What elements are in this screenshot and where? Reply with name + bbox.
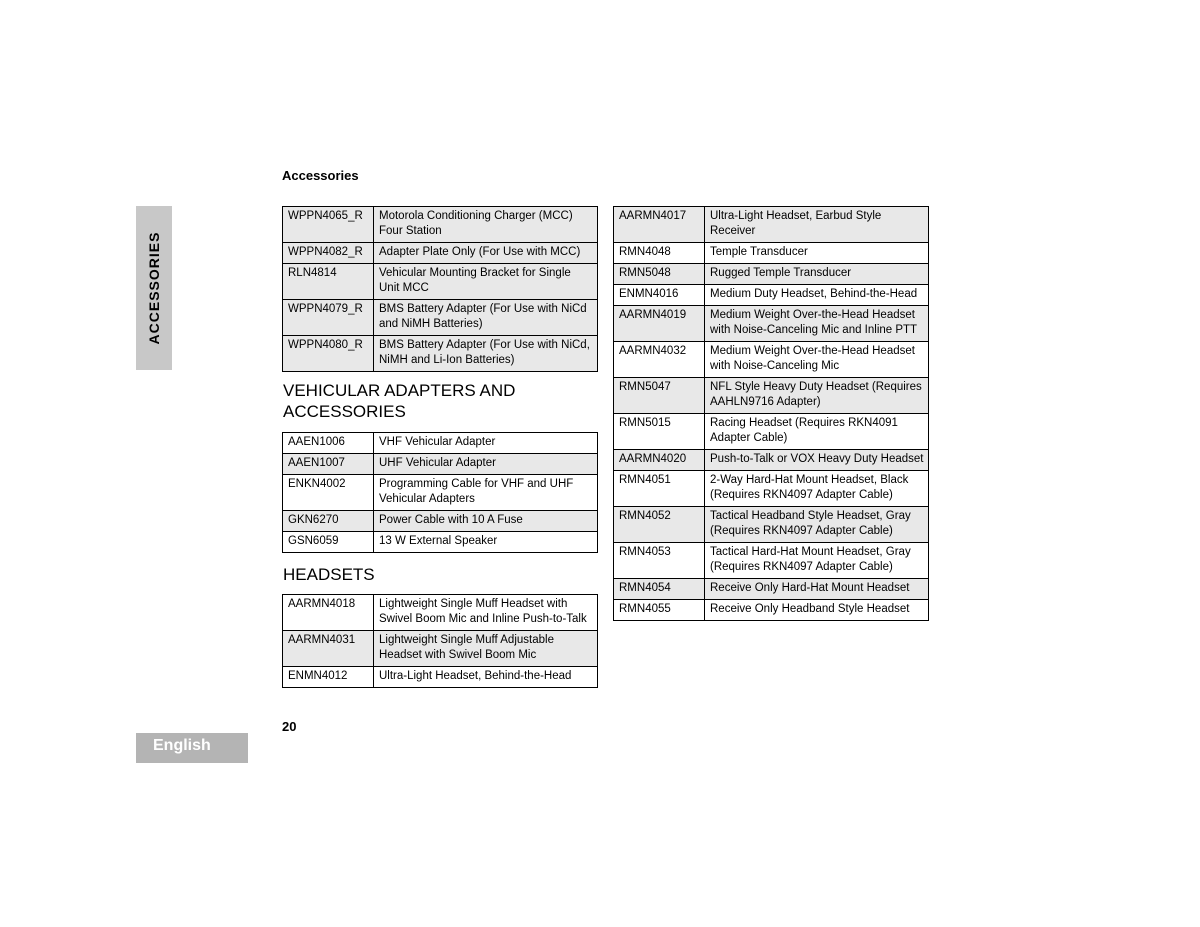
part-number: AARMN4032 bbox=[614, 342, 705, 378]
table-row bbox=[614, 600, 929, 621]
part-description: UHF Vehicular Adapter bbox=[374, 454, 598, 475]
table-row bbox=[614, 306, 929, 342]
vehicular-table bbox=[282, 432, 598, 553]
table-row bbox=[614, 285, 929, 306]
vehicular-heading-line2: ACCESSORIES bbox=[283, 402, 406, 421]
part-number: WPPN4079_R bbox=[283, 300, 374, 336]
table-row bbox=[614, 579, 929, 600]
headsets-table bbox=[282, 594, 598, 688]
part-description: 2-Way Hard-Hat Mount Headset, Black (Requires RKN4097 Adapter Cable) bbox=[705, 471, 929, 507]
table-row bbox=[283, 667, 598, 688]
part-description: Medium Weight Over-the-Head Headset with Noise-Canceling Mic and Inline PTT bbox=[705, 306, 929, 342]
part-number: WPPN4065_R bbox=[283, 207, 374, 243]
part-number: AAEN1007 bbox=[283, 454, 374, 475]
part-description: NFL Style Heavy Duty Headset (Requires AAHLN9716 Adapter) bbox=[705, 378, 929, 414]
part-number: ENMN4016 bbox=[614, 285, 705, 306]
part-number: RMN5015 bbox=[614, 414, 705, 450]
part-number: RMN4054 bbox=[614, 579, 705, 600]
part-description: Racing Headset (Requires RKN4091 Adapter Cable) bbox=[705, 414, 929, 450]
table-row bbox=[614, 243, 929, 264]
part-description: Tactical Hard-Hat Mount Headset, Gray (Requires RKN4097 Adapter Cable) bbox=[705, 543, 929, 579]
vehicular-heading-line1: VEHICULAR ADAPTERS AND bbox=[283, 381, 516, 400]
part-number: RMN5047 bbox=[614, 378, 705, 414]
part-description: Receive Only Headband Style Headset bbox=[705, 600, 929, 621]
table-row bbox=[614, 543, 929, 579]
part-description: BMS Battery Adapter (For Use with NiCd, NiMH and Li-Ion Batteries) bbox=[374, 336, 598, 372]
table-row bbox=[283, 631, 598, 667]
part-description: Motorola Conditioning Charger (MCC) Four Station bbox=[374, 207, 598, 243]
part-description: BMS Battery Adapter (For Use with NiCd and NiMH Batteries) bbox=[374, 300, 598, 336]
part-number: ENMN4012 bbox=[283, 667, 374, 688]
part-description: Ultra-Light Headset, Earbud Style Receiver bbox=[705, 207, 929, 243]
part-description: Push-to-Talk or VOX Heavy Duty Headset bbox=[705, 450, 929, 471]
table-row bbox=[283, 264, 598, 300]
part-number: RMN4048 bbox=[614, 243, 705, 264]
part-number: WPPN4082_R bbox=[283, 243, 374, 264]
table-row bbox=[614, 264, 929, 285]
part-description: Ultra-Light Headset, Behind-the-Head bbox=[374, 667, 598, 688]
part-number: AARMN4019 bbox=[614, 306, 705, 342]
part-description: Lightweight Single Muff Adjustable Headset with Swivel Boom Mic bbox=[374, 631, 598, 667]
table-row bbox=[283, 336, 598, 372]
running-head: Accessories bbox=[282, 168, 359, 183]
table-row bbox=[283, 511, 598, 532]
table-row bbox=[614, 450, 929, 471]
part-description: Programming Cable for VHF and UHF Vehicular Adapters bbox=[374, 475, 598, 511]
part-number: RMN4053 bbox=[614, 543, 705, 579]
part-description: Adapter Plate Only (For Use with MCC) bbox=[374, 243, 598, 264]
part-description: Power Cable with 10 A Fuse bbox=[374, 511, 598, 532]
table-row bbox=[614, 507, 929, 543]
part-number: RLN4814 bbox=[283, 264, 374, 300]
part-description: VHF Vehicular Adapter bbox=[374, 433, 598, 454]
part-description: Lightweight Single Muff Headset with Swivel Boom Mic and Inline Push-to-Talk bbox=[374, 595, 598, 631]
table-row bbox=[283, 532, 598, 553]
part-description: Rugged Temple Transducer bbox=[705, 264, 929, 285]
table-row bbox=[283, 207, 598, 243]
part-number: AARMN4031 bbox=[283, 631, 374, 667]
table-row bbox=[283, 595, 598, 631]
part-description: Medium Weight Over-the-Head Headset with Noise-Canceling Mic bbox=[705, 342, 929, 378]
table-row bbox=[283, 475, 598, 511]
part-number: RMN5048 bbox=[614, 264, 705, 285]
part-description: Vehicular Mounting Bracket for Single Unit MCC bbox=[374, 264, 598, 300]
part-number: RMN4052 bbox=[614, 507, 705, 543]
table-row bbox=[283, 243, 598, 264]
part-description: Receive Only Hard-Hat Mount Headset bbox=[705, 579, 929, 600]
table-row bbox=[614, 207, 929, 243]
chargers-table bbox=[282, 206, 598, 372]
table-row bbox=[614, 378, 929, 414]
headsets-continued-table bbox=[613, 206, 929, 621]
page-number: 20 bbox=[282, 719, 297, 734]
side-tab-accessories bbox=[136, 206, 172, 370]
table-row bbox=[614, 471, 929, 507]
part-number: ENKN4002 bbox=[283, 475, 374, 511]
part-description: 13 W External Speaker bbox=[374, 532, 598, 553]
vehicular-heading bbox=[283, 380, 515, 422]
part-number: AARMN4018 bbox=[283, 595, 374, 631]
part-number: WPPN4080_R bbox=[283, 336, 374, 372]
headsets-heading: HEADSETS bbox=[283, 565, 375, 584]
table-row bbox=[283, 454, 598, 475]
part-description: Temple Transducer bbox=[705, 243, 929, 264]
side-tab-label: ACCESSORIES bbox=[146, 231, 162, 345]
part-number: RMN4055 bbox=[614, 600, 705, 621]
part-number: GKN6270 bbox=[283, 511, 374, 532]
part-number: AARMN4020 bbox=[614, 450, 705, 471]
part-number: AAEN1006 bbox=[283, 433, 374, 454]
table-row bbox=[283, 300, 598, 336]
part-description: Tactical Headband Style Headset, Gray (Requires RKN4097 Adapter Cable) bbox=[705, 507, 929, 543]
language-tab: English bbox=[136, 733, 248, 763]
part-number: GSN6059 bbox=[283, 532, 374, 553]
part-number: AARMN4017 bbox=[614, 207, 705, 243]
table-row bbox=[614, 414, 929, 450]
part-description: Medium Duty Headset, Behind-the-Head bbox=[705, 285, 929, 306]
table-row bbox=[283, 433, 598, 454]
table-row bbox=[614, 342, 929, 378]
part-number: RMN4051 bbox=[614, 471, 705, 507]
